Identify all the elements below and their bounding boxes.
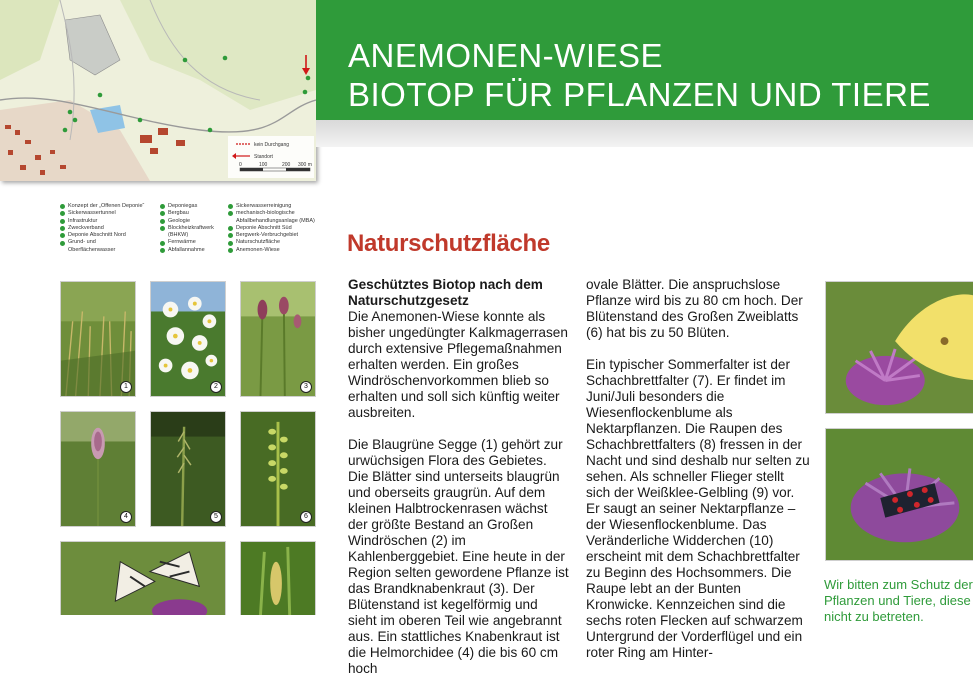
paragraph: Die Anemonen-Wiese konnte als bisher ungedüngter Kalkmagerrasen durch extensive Pflegemaßnahmen erhalten werden. Ein großes Windröschenvorkommen blieb so erhalten und soll sich künftig weiter ausbreiten. [348, 309, 568, 420]
photo-number-badge: 6 [300, 511, 312, 523]
legend-marker-icon [228, 211, 233, 216]
map-legend-location: Standort [254, 154, 273, 160]
legend-marker-icon [60, 226, 65, 231]
paragraph: Die Blaugrüne Segge (1) gehört zur urwüchsigen Flora des Gebietes. Die Blätter sind unterseits blaugrün und oberseits graugrün. Auf dem kleinen Halbtrockenrasen wächst der größte Bestand an Großen Windröschen (2) im Kahlenberggebiet. Eine heute in der Region selten gewordene Pflanze ist das Brandknabenkraut (3). Der Blütenstand ist kegelförmig und sieht im oberen Teil wie angebrannt aus. Ein stattliches Knabenkraut ist die Helmorchidee (4) die bis 60 cm hoch [348, 437, 569, 676]
scale-label: 0 [239, 162, 242, 168]
legend-item: Bergwerk-Verbruchgebiet [228, 232, 315, 239]
map-legend [60, 203, 330, 263]
legend-marker-icon [160, 241, 165, 246]
legend-column-3 [228, 203, 315, 254]
banner-title-line2: BIOTOP FÜR PFLANZEN UND TIERE [348, 76, 931, 113]
legend-item: Sickerwasserreinigung [228, 203, 315, 210]
caption-line: nicht zu betreten. [824, 609, 924, 624]
text-column-2 [586, 277, 810, 677]
photo-snowdrop-anemone [150, 281, 226, 397]
legend-item: Grund- und [60, 239, 144, 246]
photo-lizard-orchid [150, 411, 226, 527]
legend-item: Oberflächenwasser [68, 246, 116, 253]
caption-line: Wir bitten zum Schutz der [824, 577, 973, 592]
legend-item: Anemonen-Wiese [228, 247, 315, 254]
legend-marker-icon [60, 219, 65, 224]
legend-item: Konzept der „Offenen Deponie“ [60, 203, 144, 210]
legend-item: Zweckverband [60, 225, 144, 232]
legend-marker-icon [228, 241, 233, 246]
legend-item: (BHKW) [168, 232, 189, 239]
photo-marbled-white-butterfly [60, 541, 226, 615]
section-title: Naturschutzfläche [347, 230, 550, 257]
legend-item: Blockheizkraftwerk [160, 225, 214, 232]
legend-item: Bergbau [160, 210, 214, 217]
legend-item: Geologie [160, 218, 214, 225]
legend-item: Fernwärme [160, 239, 214, 246]
legend-marker-icon [228, 248, 233, 253]
photo-number-badge: 1 [120, 381, 132, 393]
caption-note [824, 577, 973, 625]
photo-number-badge: 5 [210, 511, 222, 523]
legend-marker-icon [228, 226, 233, 231]
legend-marker-icon [160, 211, 165, 216]
legend-marker-icon [160, 226, 165, 231]
paragraph: Ein typischer Sommerfalter ist der Schachbrettfalter (7). Er findet im Juni/Juli besonders die Wiesenflockenblume als Nektarpflanzen. Die Raupen des Schachbrettfalters (8) fressen in der Nacht und sind deshalb nur selten zu sehen. Als schneller Flieger stellt sich der Weißklee-Gelbling (9) vor. Er saugt an seiner Nektarpflanze – der Wiesenflockenblume. Das Veränderliche Widderchen (10) erscheint mit dem Schachbrettfalter zu Beginn des Hochsommers. Die Raupe lebt an der Bunten Kronwicke. Kennzeichen sind die sechs roten Flecken auf schwarzem Untergrund der Vorderflügel und ein roter Ring am Hinter- [586, 357, 810, 660]
legend-item: Abfallannahme [160, 247, 214, 254]
legend-marker-icon [160, 248, 165, 253]
legend-item: Deponiegas [160, 203, 214, 210]
legend-marker-icon [60, 211, 65, 216]
photo-twayblade [240, 411, 316, 527]
legend-marker-icon [60, 233, 65, 238]
column-heading: Geschütztes Biotop nach dem Naturschutzgesetz [348, 277, 543, 308]
legend-column-2 [160, 203, 214, 254]
title-banner [316, 0, 973, 120]
text-column-1 [348, 277, 570, 693]
photo-military-orchid [60, 411, 136, 527]
photo-burnt-orchid [240, 281, 316, 397]
photo-caterpillar [240, 541, 316, 615]
legend-marker-icon [60, 241, 65, 246]
map-legend-no-passage: kein Durchgang [254, 142, 290, 148]
banner-shadow-bar [316, 120, 973, 147]
legend-marker-icon [160, 204, 165, 209]
photo-six-spot-burnet [825, 428, 973, 561]
paragraph: ovale Blätter. Die anspruchslose Pflanze wird bis zu 80 cm hoch. Der Blütenstand des Großen Zweiblatts (6) hat bis zu 50 Blüten. [586, 277, 803, 340]
legend-item: Infrastruktur [60, 218, 144, 225]
legend-item: Deponie Abschnitt Süd [228, 225, 315, 232]
site-map [0, 0, 316, 181]
legend-marker-icon [60, 204, 65, 209]
caption-line: Pflanzen und Tiere, diese [824, 593, 971, 608]
legend-item: Deponie Abschnitt Nord [60, 232, 144, 239]
photo-number-badge: 3 [300, 381, 312, 393]
legend-marker-icon [160, 219, 165, 224]
legend-item: Abfallbehandlungsanlage (MBA) [236, 217, 315, 224]
photo-number-badge: 4 [120, 511, 132, 523]
scale-label: 100 [259, 162, 268, 168]
legend-item: mechanisch-biologische [228, 210, 315, 217]
photo-blue-green-sedge [60, 281, 136, 397]
legend-item: Sickerwassertunnel [60, 210, 144, 217]
photo-clouded-yellow-butterfly [825, 281, 973, 414]
legend-marker-icon [228, 204, 233, 209]
legend-column-1 [60, 203, 144, 254]
legend-item: Naturschutzfläche [228, 239, 315, 246]
map-drawing [0, 0, 316, 181]
banner-title-line1: ANEMONEN-WIESE [348, 37, 664, 74]
scale-label: 300 m [298, 162, 312, 168]
legend-marker-icon [228, 233, 233, 238]
photo-number-badge: 2 [210, 381, 222, 393]
scale-label: 200 [282, 162, 291, 168]
